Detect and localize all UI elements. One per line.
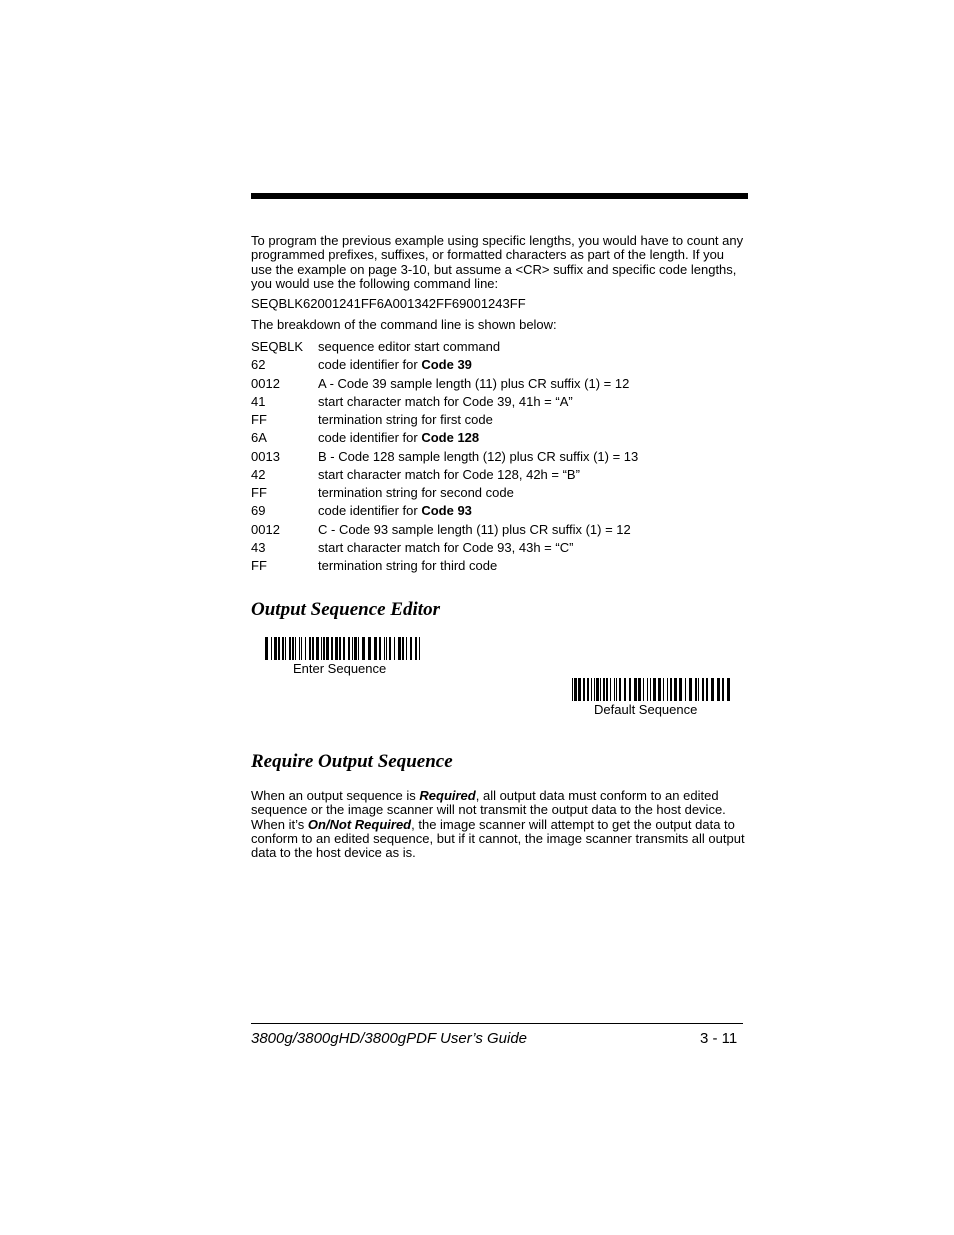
barcode-bar (619, 678, 621, 701)
barcode-bar (647, 678, 648, 701)
barcode-bar (722, 678, 724, 701)
barcode-bar (271, 637, 272, 660)
barcode-bar (591, 678, 592, 701)
barcode-bar (594, 678, 595, 701)
barcode-bar (301, 637, 302, 660)
barcode-bar (653, 678, 656, 701)
barcode-bar (352, 637, 353, 660)
barcode-bar (386, 637, 387, 660)
barcode-bar (368, 637, 371, 660)
barcode-bar (624, 678, 626, 701)
barcode-bar (292, 637, 294, 660)
barcode-bar (695, 678, 697, 701)
default-sequence-label: Default Sequence (594, 702, 698, 717)
barcode-bar (698, 678, 699, 701)
intro-paragraph: To program the previous example using specific lengths, you would have to count any programmed prefixes, suffixes, or formatted characters as part of the length. If you use the example on page 3-10, but assume a <CR> suffix and specific code lengths, you would use the following command line: (251, 233, 744, 291)
barcode-bar (282, 637, 284, 660)
barcode-bar (362, 637, 365, 660)
top-rule (251, 193, 748, 199)
barcode-bar (326, 637, 329, 660)
barcode-bar (674, 678, 677, 701)
barcode-bar (616, 678, 617, 701)
barcode-bar (358, 637, 359, 660)
barcode-bar (658, 678, 661, 701)
barcode-bar (663, 678, 664, 701)
barcode-bar (583, 678, 585, 701)
barcode-bar (679, 678, 682, 701)
enter-sequence-barcode[interactable] (265, 637, 423, 660)
barcode-bar (717, 678, 720, 701)
section-heading-require-output-sequence: Require Output Sequence (251, 751, 453, 772)
barcode-bar (278, 637, 280, 660)
require-output-paragraph: When an output sequence is Required, all output data must conform to an edited sequence or the image scanner will not transmit the output data to the host device. When it’s On/Not Required, the image scanner will attempt to get the output data to conform to an edited sequence, but if it cannot, the image scanner transmits all output data to the host device as is. (251, 788, 745, 861)
barcode-bar (587, 678, 589, 701)
barcode-bar (331, 637, 333, 660)
barcode-bar (689, 678, 692, 701)
barcode-bar (389, 637, 391, 660)
barcode-bar (335, 637, 338, 660)
barcode-bar (596, 678, 599, 701)
barcode-bar (265, 637, 268, 660)
barcode-bar (285, 637, 286, 660)
barcode-bar (274, 637, 277, 660)
barcode-bar (670, 678, 672, 701)
barcode-bar (343, 637, 345, 660)
barcode-bar (321, 637, 322, 660)
barcode-bar (312, 637, 314, 660)
document-page: To program the previous example using specific lengths, you would have to count any programmed prefixes, suffixes, or formatted characters as part of the length. If you use the example on page 3-10, but assume a <CR> suffix and specific code lengths, you would use the following command line: SEQBLK62001241FF6A001342FF69001243FF The breakdown of the command line is shown below: SEQBLK sequence editor start command 62 code identifier for Code 39 0012 A - Code 39 sample length (11) plus CR suffix (1) = 12 41 start character match for Code 39, 41h = “A” FF termination string for first code 6A code identifier for Code 128 0013 B - Code 128 sample length (12) plus CR suffix (1) = 13 42 start character match for Code 128, 42h = “B” FF termination string for second code 69 code identifier for Code 93 0012 C - Code 93 sample length (11) plus CR suffix (1) = 12 43 start character match for Code 93, 43h = “C” FF termination string for third code Output Sequence Editor Enter Sequence Default Sequence Require Output Sequence When an output sequence is Required, all output data must conform to an edited sequence or the image scanner will not transmit the output data to the host device. When it’s On/Not Required, the image scanner will attempt to get the output data to conform to an edited sequence, but if it cannot, the image scanner transmits all output data to the host device as is. 3800g/3800gHD/3800gPDF User’s Guide 3 - 11 (0, 0, 954, 1235)
barcode-bar (339, 637, 341, 660)
barcode-bar (574, 678, 577, 701)
barcode-bar (305, 637, 306, 660)
barcode-bar (685, 678, 686, 701)
footer-rule (251, 1023, 743, 1024)
barcode-bar (727, 678, 730, 701)
barcode-bar (634, 678, 637, 701)
barcode-bar (610, 678, 611, 701)
barcode-bar (629, 678, 631, 701)
barcode-bar (572, 678, 573, 701)
barcode-bar (398, 637, 401, 660)
barcode-bar (348, 637, 350, 660)
barcode-bar (419, 637, 420, 660)
barcode-bar (316, 637, 319, 660)
barcode-bar (600, 678, 601, 701)
barcode-bar (410, 637, 412, 660)
barcode-bar (578, 678, 581, 701)
footer-guide-title: 3800g/3800gHD/3800gPDF User’s Guide (251, 1030, 528, 1047)
barcode-bar (606, 678, 608, 701)
barcode-bar (289, 637, 291, 660)
barcode-bar (667, 678, 668, 701)
barcode-bar (309, 637, 311, 660)
section-heading-output-sequence-editor: Output Sequence Editor (251, 599, 440, 620)
barcode-bar (384, 637, 385, 660)
barcode-bar (402, 637, 404, 660)
barcode-bar (702, 678, 704, 701)
barcode-bar (299, 637, 300, 660)
breakdown-intro: The breakdown of the command line is shown below: (251, 317, 557, 332)
barcode-bar (354, 637, 357, 660)
barcode-bar (394, 637, 395, 660)
command-line: SEQBLK62001241FF6A001342FF69001243FF (251, 296, 526, 311)
barcode-bar (415, 637, 417, 660)
enter-sequence-label: Enter Sequence (293, 661, 387, 676)
barcode-bar (638, 678, 641, 701)
barcode-bar (379, 637, 381, 660)
default-sequence-barcode[interactable] (572, 678, 730, 701)
barcode-bar (603, 678, 605, 701)
barcode-bar (406, 637, 407, 660)
barcode-bar (706, 678, 708, 701)
barcode-bar (711, 678, 714, 701)
barcode-bar (650, 678, 651, 701)
barcode-bar (323, 637, 325, 660)
barcode-bar (374, 637, 377, 660)
barcode-bar (614, 678, 615, 701)
barcode-bar (643, 678, 644, 701)
barcode-bar (295, 637, 296, 660)
footer-page-number: 3 - 11 (700, 1030, 738, 1047)
